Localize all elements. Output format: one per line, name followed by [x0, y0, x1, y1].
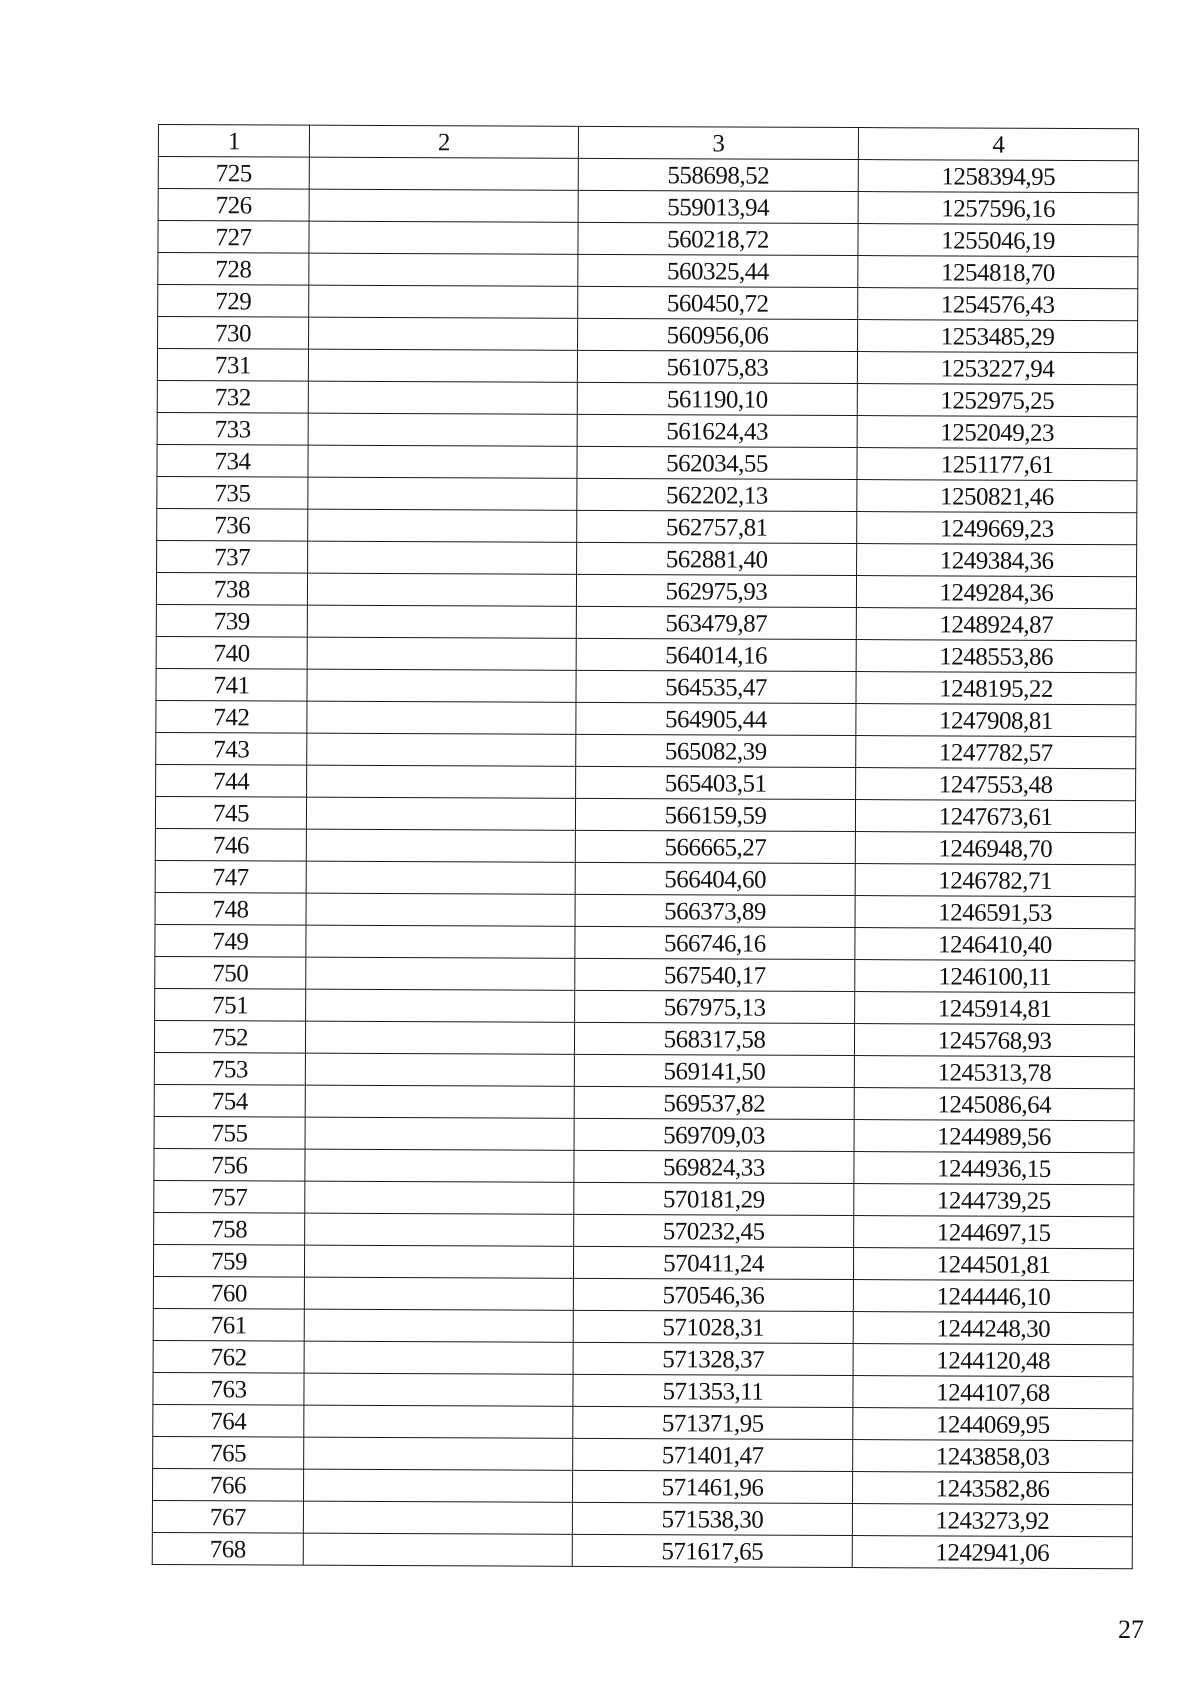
point-number-cell: 741	[156, 668, 307, 701]
coordinates-table	[152, 124, 1139, 1569]
name-cell	[307, 637, 576, 670]
name-cell	[304, 1309, 573, 1342]
x-coordinate-cell: 564535,47	[576, 670, 856, 703]
name-cell	[308, 381, 577, 414]
table-row	[155, 892, 1135, 928]
x-coordinate-cell: 567540,17	[575, 958, 855, 991]
y-coordinate-cell: 1249284,36	[856, 576, 1136, 609]
name-cell	[304, 1341, 573, 1374]
x-coordinate-cell: 568317,58	[574, 1022, 854, 1055]
point-number-cell: 737	[157, 540, 308, 573]
table-row	[156, 636, 1136, 672]
table-row	[153, 1372, 1133, 1408]
point-number-cell: 767	[152, 1500, 303, 1533]
point-number-cell: 761	[153, 1308, 304, 1341]
name-cell	[306, 861, 575, 894]
table-header	[158, 125, 1138, 161]
x-coordinate-cell: 571353,11	[573, 1374, 853, 1407]
y-coordinate-cell: 1244107,68	[853, 1376, 1133, 1409]
name-cell	[305, 1085, 574, 1118]
y-coordinate-cell: 1249384,36	[857, 544, 1137, 577]
name-cell	[304, 1405, 573, 1438]
y-coordinate-cell: 1248195,22	[856, 672, 1136, 705]
table-row	[154, 1020, 1134, 1056]
point-number-cell: 735	[157, 476, 308, 509]
name-cell	[309, 221, 578, 254]
name-cell	[309, 157, 578, 190]
point-number-cell: 725	[158, 157, 309, 190]
point-number-cell: 763	[153, 1372, 304, 1405]
y-coordinate-cell: 1246100,11	[855, 960, 1135, 993]
y-coordinate-cell: 1245086,64	[854, 1088, 1134, 1121]
point-number-cell: 750	[155, 956, 306, 989]
x-coordinate-cell: 564905,44	[576, 702, 856, 735]
table-row	[154, 1180, 1134, 1216]
point-number-cell: 747	[155, 860, 306, 893]
table-row	[152, 1468, 1132, 1504]
x-coordinate-cell: 566159,59	[575, 798, 855, 831]
name-cell	[308, 445, 577, 478]
table-row	[154, 1084, 1134, 1120]
x-coordinate-cell: 564014,16	[576, 638, 856, 671]
point-number-cell: 740	[156, 636, 307, 669]
table-row	[152, 1500, 1132, 1536]
y-coordinate-cell: 1244739,25	[854, 1184, 1134, 1217]
point-number-cell: 729	[158, 285, 309, 318]
x-coordinate-cell: 571328,37	[573, 1342, 853, 1375]
point-number-cell: 751	[155, 988, 306, 1021]
table-row	[156, 764, 1136, 800]
point-number-cell: 762	[153, 1340, 304, 1373]
y-coordinate-cell: 1248553,86	[856, 640, 1136, 673]
point-number-cell: 768	[152, 1532, 303, 1565]
name-cell	[305, 1149, 574, 1182]
name-cell	[307, 669, 576, 702]
x-coordinate-cell: 569709,03	[574, 1118, 854, 1151]
table-row	[153, 1340, 1133, 1376]
y-coordinate-cell: 1252049,23	[857, 416, 1137, 449]
point-number-cell: 727	[158, 221, 309, 254]
y-coordinate-cell: 1253485,29	[858, 320, 1138, 353]
name-cell	[305, 1117, 574, 1150]
x-coordinate-cell: 562881,40	[577, 542, 857, 575]
y-coordinate-cell: 1244501,81	[853, 1248, 1133, 1281]
x-coordinate-cell: 566746,16	[575, 926, 855, 959]
point-number-cell: 743	[156, 732, 307, 765]
point-number-cell: 738	[156, 572, 307, 605]
table-row	[158, 221, 1138, 257]
point-number-cell: 742	[156, 700, 307, 733]
point-number-cell: 752	[154, 1020, 305, 1053]
table-row	[156, 572, 1136, 608]
name-cell	[304, 1437, 573, 1470]
name-cell	[309, 253, 578, 286]
point-number-cell: 765	[153, 1436, 304, 1469]
header-row	[158, 125, 1138, 161]
name-cell	[306, 893, 575, 926]
y-coordinate-cell: 1250821,46	[857, 480, 1137, 513]
y-coordinate-cell: 1245914,81	[855, 992, 1135, 1025]
name-cell	[309, 317, 578, 350]
x-coordinate-cell: 569141,50	[574, 1054, 854, 1087]
table-row	[154, 1148, 1134, 1184]
name-cell	[304, 1245, 573, 1278]
point-number-cell: 766	[152, 1468, 303, 1501]
y-coordinate-cell: 1245313,78	[854, 1056, 1134, 1089]
table-row	[153, 1308, 1133, 1344]
table-row	[157, 444, 1137, 480]
x-coordinate-cell: 558698,52	[578, 158, 858, 191]
name-cell	[306, 989, 575, 1022]
y-coordinate-cell: 1247673,61	[855, 800, 1135, 833]
y-coordinate-cell: 1246410,40	[855, 928, 1135, 961]
point-number-cell: 733	[157, 412, 308, 445]
table-row	[155, 796, 1135, 832]
table-row	[153, 1276, 1133, 1312]
column-header-4: 4	[858, 128, 1138, 161]
table-row	[157, 349, 1137, 385]
column-header-3: 3	[578, 126, 858, 159]
point-number-cell: 731	[157, 349, 308, 382]
x-coordinate-cell: 560325,44	[578, 254, 858, 287]
y-coordinate-cell: 1249669,23	[857, 512, 1137, 545]
point-number-cell: 739	[156, 604, 307, 637]
x-coordinate-cell: 571371,95	[573, 1406, 853, 1439]
x-coordinate-cell: 571401,47	[573, 1438, 853, 1471]
point-number-cell: 736	[157, 508, 308, 541]
name-cell	[306, 829, 575, 862]
y-coordinate-cell: 1246948,70	[855, 832, 1135, 865]
y-coordinate-cell: 1251177,61	[857, 448, 1137, 481]
y-coordinate-cell: 1257596,16	[858, 192, 1138, 225]
name-cell	[307, 605, 576, 638]
y-coordinate-cell: 1247908,81	[856, 704, 1136, 737]
point-number-cell: 748	[155, 892, 306, 925]
name-cell	[307, 701, 576, 734]
y-coordinate-cell: 1246782,71	[855, 864, 1135, 897]
y-coordinate-cell: 1243582,86	[852, 1472, 1132, 1505]
column-header-2: 2	[309, 125, 578, 158]
name-cell	[308, 349, 577, 382]
table-row	[158, 157, 1138, 193]
table-row	[155, 988, 1135, 1024]
x-coordinate-cell: 566404,60	[575, 862, 855, 895]
y-coordinate-cell: 1247782,57	[856, 736, 1136, 769]
x-coordinate-cell: 567975,13	[575, 990, 855, 1023]
table-row	[158, 189, 1138, 225]
y-coordinate-cell: 1258394,95	[858, 160, 1138, 193]
name-cell	[306, 925, 575, 958]
x-coordinate-cell: 559013,94	[578, 190, 858, 223]
point-number-cell: 730	[158, 317, 309, 350]
x-coordinate-cell: 563479,87	[576, 606, 856, 639]
point-number-cell: 760	[153, 1276, 304, 1309]
point-number-cell: 745	[155, 796, 306, 829]
y-coordinate-cell: 1244069,95	[853, 1408, 1133, 1441]
y-coordinate-cell: 1248924,87	[856, 608, 1136, 641]
name-cell	[308, 509, 577, 542]
name-cell	[303, 1533, 572, 1566]
table-row	[158, 317, 1138, 353]
x-coordinate-cell: 569824,33	[574, 1150, 854, 1183]
x-coordinate-cell: 570546,36	[573, 1278, 853, 1311]
table-row	[153, 1404, 1133, 1440]
table-row	[157, 476, 1137, 512]
x-coordinate-cell: 571461,96	[572, 1470, 852, 1503]
y-coordinate-cell: 1246591,53	[855, 896, 1135, 929]
table-row	[156, 668, 1136, 704]
name-cell	[305, 1181, 574, 1214]
name-cell	[303, 1469, 572, 1502]
point-number-cell: 753	[154, 1052, 305, 1085]
table-row	[154, 1212, 1134, 1248]
x-coordinate-cell: 562757,81	[577, 510, 857, 543]
y-coordinate-cell: 1254576,43	[858, 288, 1138, 321]
x-coordinate-cell: 561624,43	[577, 414, 857, 447]
table-row	[157, 508, 1137, 544]
x-coordinate-cell: 569537,82	[574, 1086, 854, 1119]
point-number-cell: 746	[155, 828, 306, 861]
y-coordinate-cell: 1244936,15	[854, 1152, 1134, 1185]
table-row	[153, 1244, 1133, 1280]
name-cell	[309, 285, 578, 318]
x-coordinate-cell: 570181,29	[574, 1182, 854, 1215]
x-coordinate-cell: 560450,72	[578, 286, 858, 319]
name-cell	[308, 477, 577, 510]
column-header-1: 1	[158, 125, 309, 158]
name-cell	[307, 765, 576, 798]
name-cell	[305, 1021, 574, 1054]
y-coordinate-cell: 1244248,30	[853, 1312, 1133, 1345]
name-cell	[307, 733, 576, 766]
y-coordinate-cell: 1244120,48	[853, 1344, 1133, 1377]
table-row	[158, 253, 1138, 289]
y-coordinate-cell: 1254818,70	[858, 256, 1138, 289]
name-cell	[303, 1501, 572, 1534]
x-coordinate-cell: 570232,45	[574, 1214, 854, 1247]
table-row	[155, 924, 1135, 960]
table-body	[152, 157, 1138, 1569]
table-row	[156, 700, 1136, 736]
table-row	[154, 1116, 1134, 1152]
point-number-cell: 764	[153, 1404, 304, 1437]
name-cell	[308, 541, 577, 574]
point-number-cell: 728	[158, 253, 309, 286]
table-row	[157, 380, 1137, 416]
x-coordinate-cell: 560218,72	[578, 222, 858, 255]
name-cell	[306, 957, 575, 990]
x-coordinate-cell: 565082,39	[576, 734, 856, 767]
point-number-cell: 754	[154, 1084, 305, 1117]
point-number-cell: 759	[153, 1244, 304, 1277]
point-number-cell: 757	[154, 1180, 305, 1213]
x-coordinate-cell: 561075,83	[577, 350, 857, 383]
point-number-cell: 749	[155, 924, 306, 957]
table-row	[153, 1436, 1133, 1472]
x-coordinate-cell: 561190,10	[577, 382, 857, 415]
x-coordinate-cell: 562202,13	[577, 478, 857, 511]
x-coordinate-cell: 566373,89	[575, 894, 855, 927]
y-coordinate-cell: 1245768,93	[854, 1024, 1134, 1057]
table-row	[156, 604, 1136, 640]
table-row	[154, 1052, 1134, 1088]
name-cell	[305, 1213, 574, 1246]
x-coordinate-cell: 570411,24	[573, 1246, 853, 1279]
table-row	[156, 732, 1136, 768]
name-cell	[309, 189, 578, 222]
y-coordinate-cell: 1243858,03	[853, 1440, 1133, 1473]
name-cell	[304, 1373, 573, 1406]
point-number-cell: 734	[157, 444, 308, 477]
x-coordinate-cell: 565403,51	[576, 766, 856, 799]
name-cell	[304, 1277, 573, 1310]
point-number-cell: 726	[158, 189, 309, 222]
y-coordinate-cell: 1244446,10	[853, 1280, 1133, 1313]
y-coordinate-cell: 1244989,56	[854, 1120, 1134, 1153]
y-coordinate-cell: 1243273,92	[852, 1504, 1132, 1537]
x-coordinate-cell: 562034,55	[577, 446, 857, 479]
name-cell	[307, 573, 576, 606]
y-coordinate-cell: 1253227,94	[857, 352, 1137, 385]
x-coordinate-cell: 560956,06	[578, 318, 858, 351]
page-number: 27	[1118, 1615, 1144, 1644]
point-number-cell: 744	[156, 764, 307, 797]
table-row	[155, 828, 1135, 864]
y-coordinate-cell: 1247553,48	[856, 768, 1136, 801]
point-number-cell: 758	[154, 1212, 305, 1245]
point-number-cell: 732	[157, 380, 308, 413]
table-row	[157, 412, 1137, 448]
name-cell	[308, 413, 577, 446]
y-coordinate-cell: 1252975,25	[857, 384, 1137, 417]
table-row	[155, 956, 1135, 992]
point-number-cell: 756	[154, 1148, 305, 1181]
x-coordinate-cell: 566665,27	[575, 830, 855, 863]
table-row	[155, 860, 1135, 896]
point-number-cell: 755	[154, 1116, 305, 1149]
x-coordinate-cell: 571028,31	[573, 1310, 853, 1343]
y-coordinate-cell: 1244697,15	[854, 1216, 1134, 1249]
table-row	[158, 285, 1138, 321]
x-coordinate-cell: 571617,65	[572, 1534, 852, 1567]
x-coordinate-cell: 571538,30	[572, 1502, 852, 1535]
table-row	[152, 1532, 1132, 1568]
name-cell	[306, 797, 575, 830]
name-cell	[305, 1053, 574, 1086]
y-coordinate-cell: 1255046,19	[858, 224, 1138, 257]
x-coordinate-cell: 562975,93	[576, 574, 856, 607]
y-coordinate-cell: 1242941,06	[852, 1536, 1132, 1569]
table-row	[157, 540, 1137, 576]
